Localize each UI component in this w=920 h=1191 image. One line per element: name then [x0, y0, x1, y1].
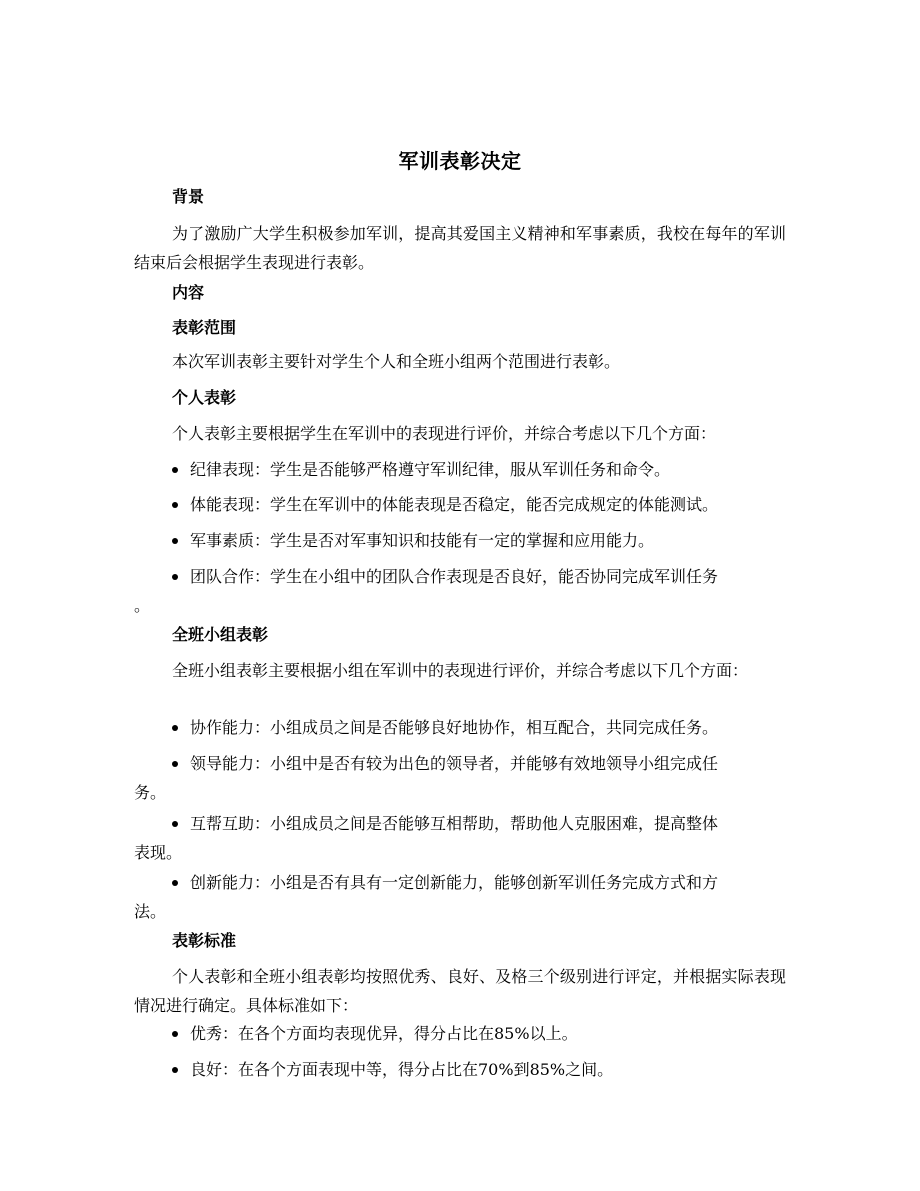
list-item-text: 良好：在各个方面表现中等，得分占比在70%到85%之间。: [190, 1060, 614, 1079]
list-item: [134, 868, 786, 926]
list-item: [134, 562, 786, 620]
list-item-text: 纪律表现：学生是否能够严格遵守军训纪律，服从军训任务和命令。: [190, 460, 671, 479]
list-item-text: 团队合作：学生在小组中的团队合作表现是否良好，能否协同完成军训任务: [190, 567, 719, 586]
list-item-text: 优秀：在各个方面均表现优异，得分占比在85%以上。: [190, 1024, 578, 1043]
list-item-text: 领导能力：小组中是否有较为出色的领导者，并能够有效地领导小组完成任: [190, 754, 719, 773]
heading-standard: 表彰标准: [172, 931, 237, 950]
list-item-text: 军事素质：学生是否对军事知识和技能有一定的掌握和应用能力。: [190, 531, 655, 550]
paragraph-standard: 个人表彰和全班小组表彰均按照优秀、良好、及格三个级别进行评定，并根据实际表现情况进行确定。具体标准如下：: [134, 967, 786, 1015]
list-item-text: 创新能力：小组是否有具有一定创新能力，能够创新军训任务完成方式和方: [190, 873, 719, 892]
heading-content: 内容: [172, 283, 205, 302]
document-title: 军训表彰决定: [398, 149, 522, 173]
heading-personal: 个人表彰: [172, 388, 237, 407]
paragraph-group: 全班小组表彰主要根据小组在军训中的表现进行评价，并综合考虑以下几个方面：: [172, 661, 749, 680]
list-item: [134, 490, 786, 519]
paragraph-scope: 本次军训表彰主要针对学生个人和全班小组两个范围进行表彰。: [172, 352, 621, 371]
heading-background: 背景: [172, 187, 205, 206]
list-item: [134, 749, 786, 807]
bullet-icon: [172, 725, 178, 731]
bullet-icon: [172, 1031, 178, 1037]
list-item: [134, 809, 786, 867]
heading-scope: 表彰范围: [172, 318, 237, 337]
bullet-icon: [172, 467, 178, 473]
list-item-text-continued: 法。: [134, 902, 167, 921]
bullet-icon: [172, 761, 178, 767]
bullet-icon: [172, 1067, 178, 1073]
list-item-text-continued: 表现。: [134, 843, 183, 862]
list-item: [134, 1019, 786, 1048]
bullet-icon: [172, 538, 178, 544]
bullet-icon: [172, 574, 178, 580]
heading-group: 全班小组表彰: [172, 625, 269, 644]
bullet-icon: [172, 502, 178, 508]
bullet-icon: [172, 880, 178, 886]
list-item: [134, 526, 786, 555]
list-item-text: 协作能力：小组成员之间是否能够良好地协作，相互配合，共同完成任务。: [190, 718, 719, 737]
list-item: [134, 1055, 786, 1084]
list-item-text: 互帮互助：小组成员之间是否能够互相帮助，帮助他人克服困难，提高整体: [190, 814, 719, 833]
list-item-text-continued: 务。: [134, 783, 167, 802]
paragraph-background: 为了激励广大学生积极参加军训，提高其爱国主义精神和军事素质，我校在每年的军训结束后会根据学生表现进行表彰。: [134, 224, 786, 272]
list-item: [134, 455, 786, 484]
list-item-text-continued: 。: [134, 596, 151, 615]
paragraph-personal: 个人表彰主要根据学生在军训中的表现进行评价，并综合考虑以下几个方面：: [172, 424, 717, 443]
list-item-text: 体能表现：学生在军训中的体能表现是否稳定，能否完成规定的体能测试。: [190, 495, 719, 514]
list-item: [134, 713, 786, 742]
bullet-icon: [172, 821, 178, 827]
